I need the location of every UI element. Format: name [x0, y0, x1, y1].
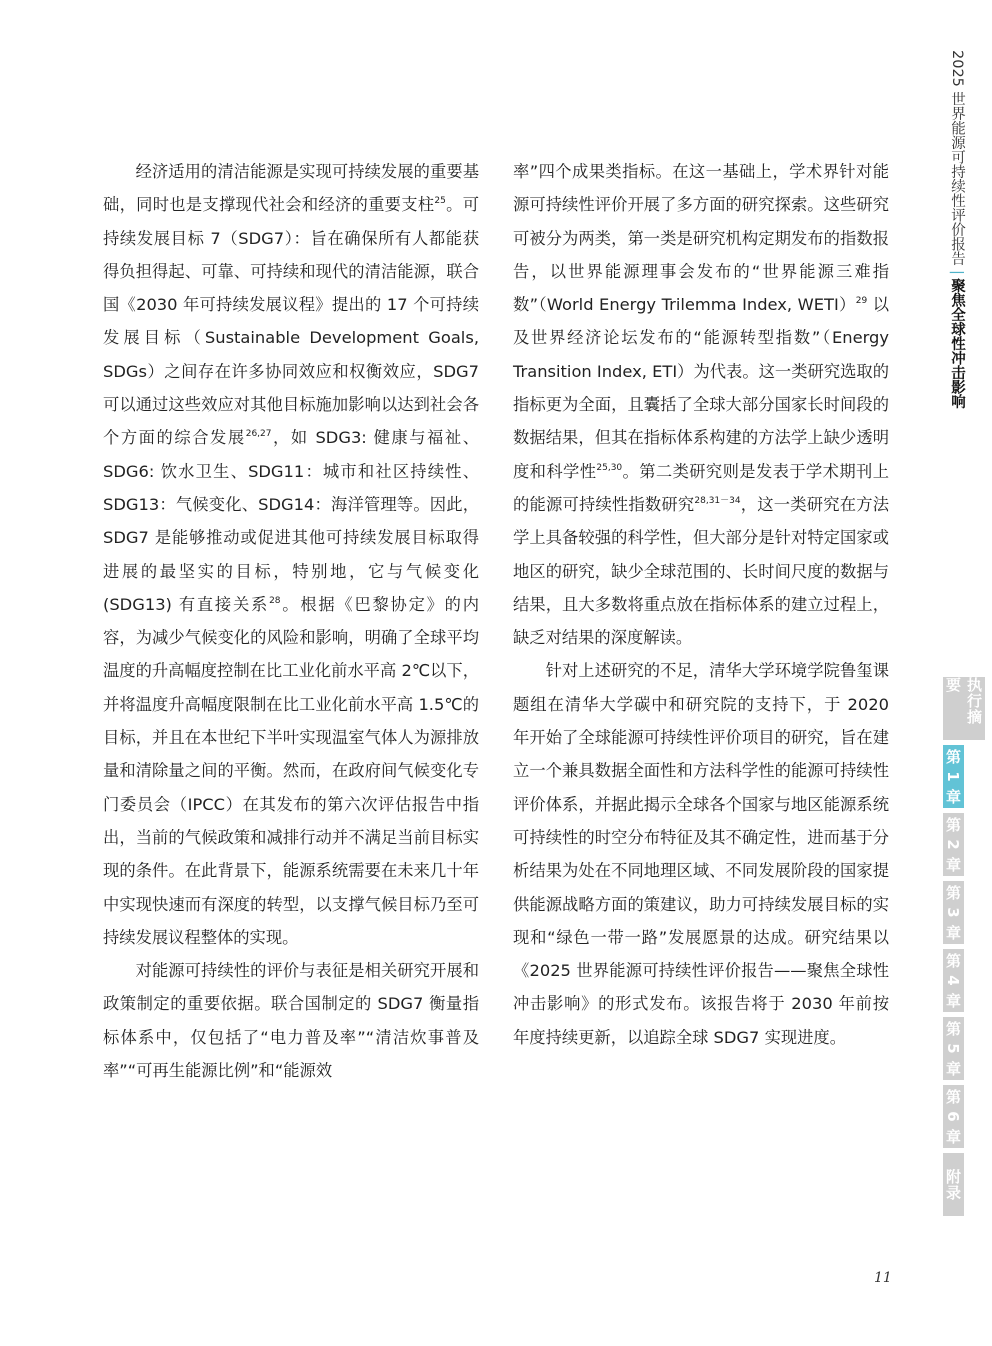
tab-executive-summary[interactable]: 执行摘要 [943, 677, 985, 740]
chapter-tabs [943, 677, 992, 1221]
paragraph-text: 率”四个成果类指标。在这一基础上，学术界针对能源可持续性评价开展了多方面的研究探索。这些研究可被分为两类，第一类是研究机构定期发布的指数报告，以世界能源理事会发布的“世界能源三难指数”（World Energy Trilemma Index, WETI） [513, 162, 889, 315]
page-number: 11 [874, 1270, 892, 1286]
paragraph-text: 。第二类研究则是发表于学术期刊上的能源可持续性指数研究 [513, 461, 889, 514]
citation-ref: 28 [269, 595, 281, 606]
paragraph-text: 。根据《巴黎协定》的内容，为减少气候变化的风险和影响，明确了全球平均温度的升高幅度控制在比工业化前水平高 2℃以下，并将温度升高幅度限制在比工业化前水平高 1.5℃的目标，并且在本世纪下半叶实现温室气体人为源排放量和清除量之间的平衡。然而，在政府间气候变化专门委员会（IPCC）在其发布的第六次评估报告中指出，当前的气候政策和减排行动并不满足当前目标实现的条件。在此背景下，能源系统需要在未来几十年中实现快速而有深度的转型，以支撑气候目标乃至可持续发展议程整体的实现。 [103, 594, 479, 947]
report-title: 2025 世界能源可持续性评价报告 [949, 50, 965, 266]
citation-ref: 25 [434, 196, 446, 207]
paragraph-text: 。可持续发展目标 7（SDG7）：旨在确保所有人都能获得负担得起、可靠、可持续和现代的清洁能源，联合国《2030 年可持续发展议程》提出的 17 个可持续发展目标（Sustainable Development Goals, SDGs）之间存在许多协同效应和权衡效应，SDG7 可以通过这些效应对其他目标施加影响以达到社会各个方面的综合发展 [103, 195, 479, 448]
paragraph-text: ，如 SDG3: 健康与福祉、SDG6: 饮水卫生、SDG11：城市和社区持续性、SDG13：气候变化、SDG14：海洋管理等。因此，SDG7 是能够推动或促进其他可持续发展目标取得进展的最坚实的目标，特别地，它与气候变化 (SDG13) 有直接关系 [103, 428, 479, 614]
tab-chapter-3[interactable]: 第 3 章 [943, 881, 964, 944]
section-title: 聚焦全球性冲击影响 [949, 278, 965, 409]
paragraph-3 [513, 654, 889, 1054]
paragraph-1 [103, 155, 479, 954]
paragraph-2-start [103, 954, 479, 1087]
running-header [942, 50, 968, 409]
paragraph-text: 经济适用的清洁能源是实现可持续发展的重要基础，同时也是支撑现代社会和经济的重要支柱 [103, 162, 479, 215]
right-column [513, 155, 889, 1054]
left-column [103, 155, 479, 1087]
tab-appendix[interactable]: 附录 [943, 1153, 964, 1216]
paragraph-text: 以及世界经济论坛发布的“能源转型指数”（Energy Transition Index, ETI）为代表。这一类研究选取的指标更为全面，且囊括了全球大部分国家长时间段的数据结果，但其在指标体系构建的方法学上缺少透明度和科学性 [513, 295, 889, 481]
paragraph-2-continued [513, 155, 889, 654]
tab-chapter-5[interactable]: 第 5 章 [943, 1017, 964, 1080]
citation-ref: 29 [855, 296, 868, 307]
citation-ref: 25,30 [596, 462, 623, 473]
tab-chapter-2[interactable]: 第 2 章 [943, 813, 964, 876]
paragraph-text: ，这一类研究在方法学上具备较强的科学性，但大部分是针对特定国家或地区的研究，缺少全球范围的、长时间尺度的数据与结果，且大多数将重点放在指标体系的建立过程上，缺乏对结果的深度解读。 [513, 494, 889, 648]
paragraph-text: 对能源可持续性的评价与表征是相关研究开展和政策制定的重要依据。联合国制定的 SDG7 衡量指标体系中，仅包括了“电力普及率”“清洁炊事普及率”“可再生能源比例”和“能源效 [103, 961, 479, 1081]
paragraph-text: 针对上述研究的不足，清华大学环境学院鲁玺课题组在清华大学碳中和研究院的支持下，于 2020 年开始了全球能源可持续性评价项目的研究，旨在建立一个兼具数据全面性和方法科学性的能源可持续性评价体系，并据此揭示全球各个国家与地区能源系统可持续性的时空分布特征及其不确定性，进而基于分析结果为处在不同地理区域、不同发展阶段的国家提供能源战略方面的策建议，助力可持续发展目标的实现和“绿色一带一路”发展愿景的达成。研究结果以《2025 世界能源可持续性评价报告——聚焦全球性冲击影响》的形式发布。该报告将于 2030 年前按年度持续更新，以追踪全球 SDG7 实现进度。 [513, 661, 889, 1047]
tab-chapter-4[interactable]: 第 4 章 [943, 949, 964, 1012]
tab-chapter-6[interactable]: 第 6 章 [943, 1085, 964, 1148]
citation-ref: 26,27 [245, 429, 272, 440]
citation-ref: 28,31－34 [694, 495, 741, 506]
tab-chapter-1[interactable]: 第 1 章 [943, 745, 964, 808]
header-separator: | [949, 269, 965, 275]
